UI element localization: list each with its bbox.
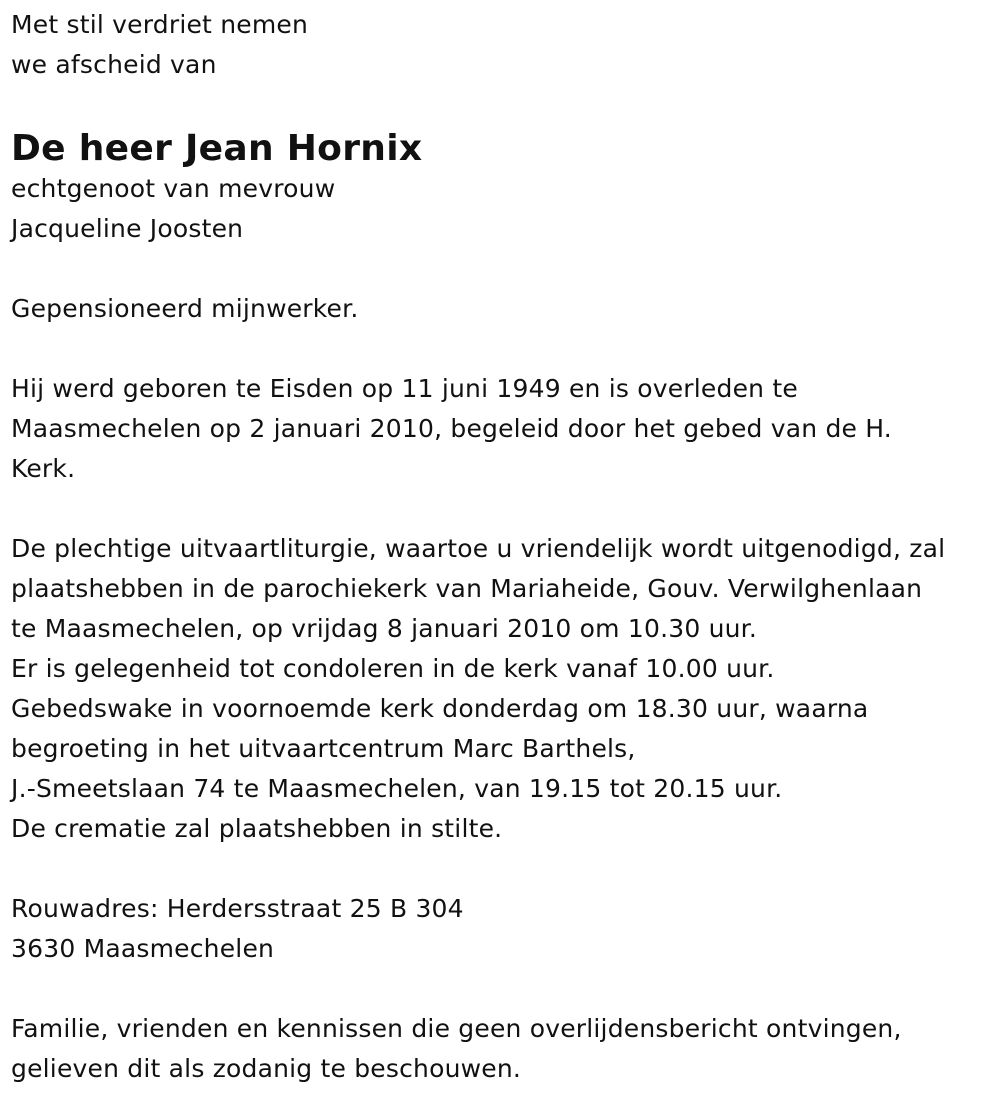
spacer [11,489,991,529]
ceremony-line-8: De crematie zal plaatshebben in stilte. [11,814,503,843]
address-line-2: 3630 Maasmechelen [11,934,275,963]
spouse-line-2: Jacqueline Joosten [11,214,244,243]
birth-death-line-3: Kerk. [11,454,76,483]
ceremony-line-1: De plechtige uitvaartliturgie, waartoe u vriendelijk wordt uitgenodigd, zal [11,534,946,563]
spacer [11,849,991,889]
closing-line-1: Familie, vrienden en kennissen die geen overlijdensbericht ontvingen, [11,1014,902,1043]
ceremony-line-3: te Maasmechelen, op vrijdag 8 januari 2010 om 10.30 uur. [11,614,758,643]
birth-death-line-1: Hij werd geboren te Eisden op 11 juni 1949 en is overleden te [11,374,798,403]
ceremony-line-4: Er is gelegenheid tot condoleren in de kerk vanaf 10.00 uur. [11,654,775,683]
intro-line-2: we afscheid van [11,50,217,79]
intro-line-1: Met stil verdriet nemen [11,10,309,39]
spacer [11,85,991,129]
spouse-line-1: echtgenoot van mevrouw [11,174,336,203]
spacer [11,969,991,1009]
address-line-1: Rouwadres: Herdersstraat 25 B 304 [11,894,464,923]
spacer [11,329,991,369]
ceremony-line-5: Gebedswake in voornoemde kerk donderdag om 18.30 uur, waarna [11,694,869,723]
birth-death-line-2: Maasmechelen op 2 januari 2010, begeleid door het gebed van de H. [11,414,892,443]
occupation: Gepensioneerd mijnwerker. [11,294,359,323]
ceremony-line-7: J.-Smeetslaan 74 te Maasmechelen, van 19.15 tot 20.15 uur. [11,774,783,803]
ceremony-line-6: begroeting in het uitvaartcentrum Marc Barthels, [11,734,636,763]
ceremony-line-2: plaatshebben in de parochiekerk van Mariaheide, Gouv. Verwilghenlaan [11,574,923,603]
spacer [11,249,991,289]
deceased-name: De heer Jean Hornix [11,128,423,169]
obituary-notice [11,5,991,1089]
closing-line-2: gelieven dit als zodanig te beschouwen. [11,1054,522,1083]
